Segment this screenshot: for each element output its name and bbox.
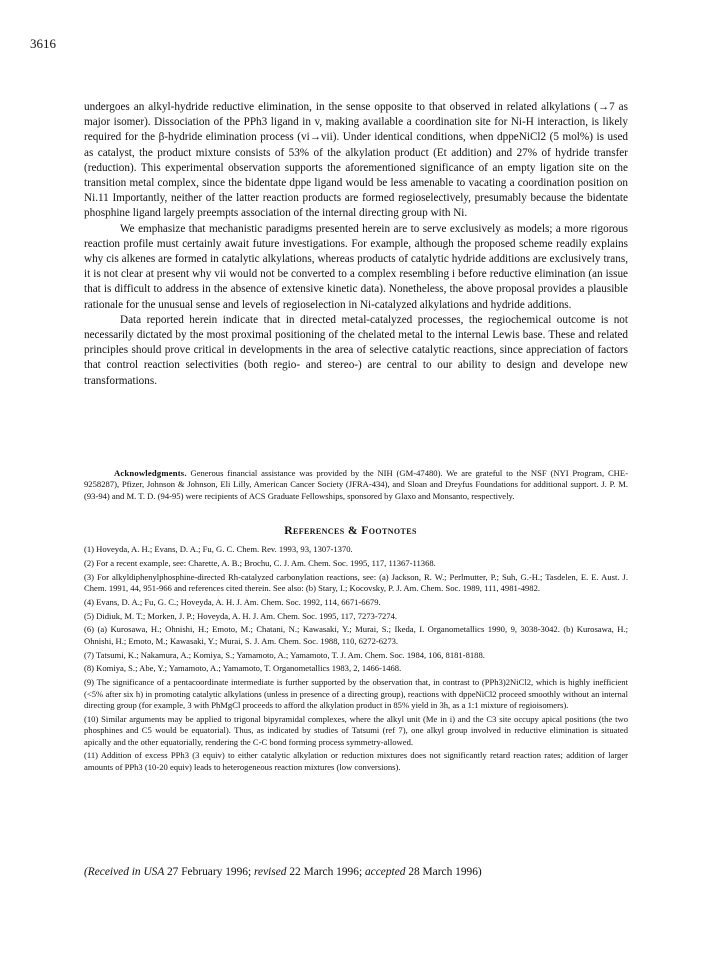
reference-7: (7) Tatsumi, K.; Nakamura, A.; Komiya, S.; Yamamoto, A.; Yamamoto, T. J. Am. Chem. Soc. 1984, 106, 8181-8188.: [84, 649, 485, 660]
reference-3: (3) For alkyldiphenylphosphine-directed Rh-catalyzed carbonylation reactions, see: (a) Jackson, R. W.; Perlmutter, P.; Suh, G.-H.; Tasdelen, E. E. Aust. J. Chem. 1991, 44, 951-966 and references cited therein. See also: (b) Stary, I.; Kocovsky, P. J. Am. Chem. Soc. 1989, 111, 4981-4982.: [84, 571, 628, 593]
reference-1: (1) Hoveyda, A. H.; Evans, D. A.; Fu, G. C. Chem. Rev. 1993, 93, 1307-1370.: [84, 544, 353, 554]
reference-9: (9) The significance of a pentacoordinate intermediate is further supported by the observation that, in contrast to (PPh3)2NiCl2, which is highly inefficient (<5% after six h) in promoting catalytic alkylations (unless in presence of a directing group), reactions with dppeNiCl2 proceed smoothly without an internal directing group (for example, 3 with PhMgCl proceeds to afford the alkylation product in 85% yield in 3h, as a 1:1 mixture of regioisomers).: [84, 677, 628, 710]
page-number: 3616: [30, 36, 56, 51]
body-paragraph-2: We emphasize that mechanistic paradigms presented herein are to serve exclusively as models; a more rigorous reaction profile must certainly await future investigations. For example, although the proposed scheme readily explains why cis alkenes are formed in catalytic alkylations, whereas products of catalytic hydride additions are exclusively trans, it is not clear at present why vii would not be converted to a complex resembling i before reductive elimination (an issue that is difficult to address in the absence of extensive kinetic data). Nonetheless, the above proposal provides a plausible rationale for the unusual sense and levels of regioselection in Ni-catalyzed alkylations and hydride additions.: [84, 222, 628, 311]
reference-2: (2) For a recent example, see: Charette, A. B.; Brochu, C. J. Am. Chem. Soc. 1995, 117, 11367-11368.: [84, 557, 436, 568]
reference-4: (4) Evans, D. A.; Fu, G. C.; Hoveyda, A. H. J. Am. Chem. Soc. 1992, 114, 6671-6679.: [84, 596, 381, 607]
references-heading: References & Footnotes: [284, 524, 417, 537]
received-date: 27 February 1996;: [166, 866, 252, 878]
body-paragraph-1: undergoes an alkyl-hydride reductive elimination, in the sense opposite to that observed in related alkylations (→7 as major isomer). Dissociation of the PPh3 ligand in v, making available a coordination site for Ni-H interaction, is likely required for the β-hydride elimination process (vi→vii). Under identical conditions, when dppeNiCl2 (5 mol%) is used as catalyst, the product mixture consists of 53% of the alkylation product (Et addition) and 27% of hydride transfer (reduction). This experimental observation supports the aforementioned significance of an empty ligation site on the transition metal complex, since the bidentate dppe ligand would be less amenable to vacating a coordination position on Ni.11 Importantly, neither of the latter reaction products are formed regioselectively, presumably because the bidentate phosphine ligand largely preempts association of the internal directing group with Ni.: [84, 101, 628, 220]
reference-10: (10) Similar arguments may be applied to trigonal bipyramidal complexes, where the alkyl unit (Me in i) and the C3 site occupy apical positions (the two phosphines and C5 would be equatorial). Thus, as indicated by studies of Tatsumi (ref 7), one alkyl group involved in reductive elimination is situated apically and the other equatorially, rendering the C-C bond forming process symmetry-allowed.: [84, 713, 628, 747]
reference-11: (11) Addition of excess PPh3 (3 equiv) to either catalytic alkylation or reduction mixtures does not significantly retard reaction rates; addition of larger amounts of PPh3 (10-20 equiv) leads to heterogeneous reaction mixtures (low conversions).: [84, 750, 628, 772]
body-text: [84, 100, 628, 389]
revised-label: revised: [254, 866, 287, 878]
acknowledgments: [84, 468, 628, 502]
received-label: (Received in USA: [84, 866, 165, 878]
reference-8: (8) Komiya, S.; Abe, Y.; Yamamoto, A.; Yamamoto, T. Organometallics 1983, 2, 1466-1468.: [84, 663, 402, 674]
acknowledgments-heading: Acknowledgments.: [114, 468, 187, 478]
revised-date: 22 March 1996;: [289, 866, 363, 878]
references-list: [84, 544, 628, 776]
acknowledgments-text: Generous financial assistance was provided by the NIH (GM-47480). We are grateful to the NSF (NYI Program, CHE-9258287), Pfizer, Johnson & Johnson, Eli Lilly, American Cancer Society (JFRA-434), and Sloan and Dreyfus Foundations for additional support. J. P. M. (93-94) and M. T. D. (94-95) were recipients of ACS Graduate Fellowships, sponsored by Glaxo and Monsanto, respectively.: [84, 468, 628, 501]
accepted-label: accepted: [364, 866, 406, 878]
accepted-date: 28 March 1996): [408, 866, 482, 878]
received-dates: [84, 866, 628, 878]
reference-6: (6) (a) Kurosawa, H.; Ohnishi, H.; Emoto, M.; Chatani, N.; Kawasaki, Y.; Murai, S.; Ikeda, I. Organometallics 1990, 9, 3038-3042. (b) Kurosawa, H.; Ohnishi, H.; Emoto, M.; Kawasaki, Y.; Murai, S. J. Am. Chem. Soc. 1988, 110, 6272-6273.: [84, 624, 628, 646]
reference-5: (5) Didiuk, M. T.; Morken, J. P.; Hoveyda, A. H. J. Am. Chem. Soc. 1995, 117, 7273-7274.: [84, 610, 398, 621]
body-paragraph-3: Data reported herein indicate that in directed metal-catalyzed processes, the regiochemical outcome is not necessarily dictated by the most proximal positioning of the chelated metal to the internal Lewis base. These and related principles should prove critical in developments in the area of selective catalytic reactions, since appreciation of factors that control reaction selectivities (both regio- and stereo-) are central to our ability to design and develope new transformations.: [84, 313, 628, 387]
